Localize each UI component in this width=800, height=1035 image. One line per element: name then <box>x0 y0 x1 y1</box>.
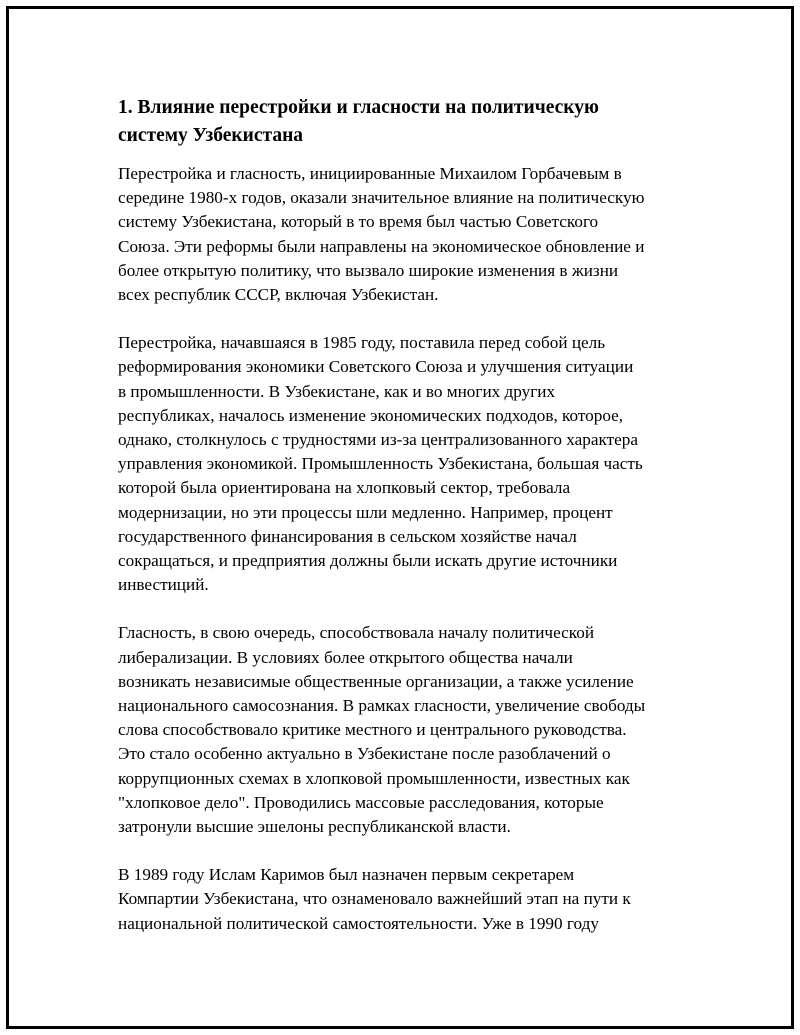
paragraph-4 <box>118 863 698 936</box>
text-line: Союза. Эти реформы были направлены на экономическое обновление и <box>118 236 645 256</box>
text-line: середине 1980-х годов, оказали значительное влияние на политическую <box>118 188 645 208</box>
text-line: коррупционных схемах в хлопковой промышленности, известных как <box>118 768 630 788</box>
text-line: либерализации. В условиях более открытого общества начали <box>118 647 573 667</box>
text-line: Перестройка, начавшаяся в 1985 году, поставила перед собой цель <box>118 333 606 353</box>
document-body <box>118 94 698 960</box>
text-line: систему Узбекистана, который в то время был частью Советского <box>118 212 599 232</box>
text-line: республиках, началось изменение экономических подходов, которое, <box>118 405 624 425</box>
text-line: национального самосознания. В рамках гласности, увеличение свободы <box>118 696 646 716</box>
paragraph-3 <box>118 621 698 839</box>
text-line: Гласность, в свою очередь, способствовала началу политической <box>118 623 595 643</box>
text-line: модернизации, но эти процессы шли медленно. Например, процент <box>118 502 613 522</box>
text-line: национальной политической самостоятельности. Уже в 1990 году <box>118 913 599 933</box>
text-line: государственного финансирования в сельском хозяйстве начал <box>118 526 577 546</box>
text-line: затронули высшие эшелоны республиканской власти. <box>118 817 511 837</box>
text-line: управления экономикой. Промышленность Узбекистана, большая часть <box>118 454 643 474</box>
text-line: реформирования экономики Советского Союза и улучшения ситуации <box>118 357 634 377</box>
section-heading <box>118 94 698 150</box>
paragraph-1 <box>118 162 698 307</box>
text-line: которой была ориентирована на хлопковый сектор, требовала <box>118 478 571 498</box>
text-line: инвестиций. <box>118 575 209 595</box>
text-line: более открытую политику, что вызвало широкие изменения в жизни <box>118 260 619 280</box>
text-line: однако, столкнулось с трудностями из-за централизованного характера <box>118 430 638 450</box>
text-line: "хлопковое дело". Проводились массовые расследования, которые <box>118 792 604 812</box>
paragraph-2 <box>118 331 698 597</box>
text-line: В 1989 году Ислам Каримов был назначен первым секретарем <box>118 865 575 885</box>
heading-line: 1. Влияние перестройки и гласности на политическую <box>118 97 599 118</box>
text-line: слова способствовало критике местного и центрального руководства. <box>118 720 627 740</box>
text-line: возникать независимые общественные организации, а также усиление <box>118 671 634 691</box>
heading-line: систему Узбекистана <box>118 125 304 146</box>
text-line: в промышленности. В Узбекистане, как и во многих других <box>118 381 556 401</box>
text-line: Это стало особенно актуально в Узбекистане после разоблачений о <box>118 744 611 764</box>
text-line: Перестройка и гласность, инициированные Михаилом Горбачевым в <box>118 164 622 183</box>
text-line: всех республик СССР, включая Узбекистан. <box>118 285 439 305</box>
text-line: сокращаться, и предприятия должны были искать другие источники <box>118 551 618 571</box>
text-line: Компартии Узбекистана, что ознаменовало важнейший этап на пути к <box>118 889 631 909</box>
